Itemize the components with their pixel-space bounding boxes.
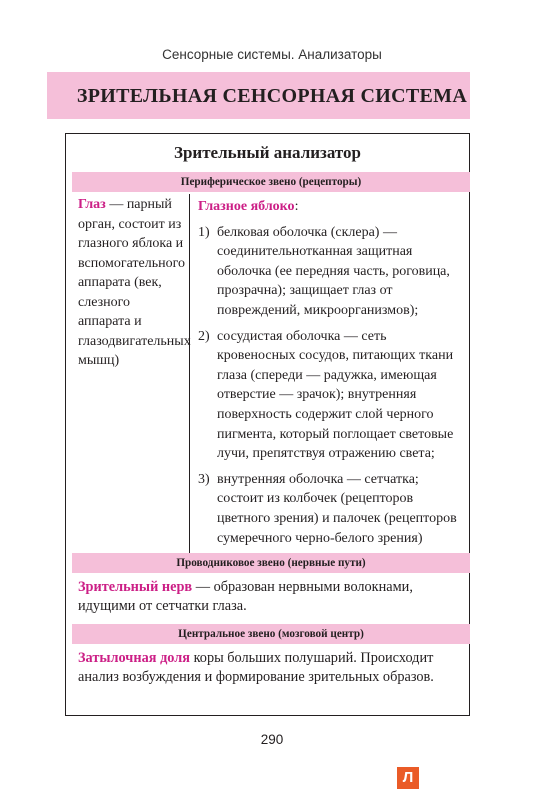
term-eyeball: Глазное яблоко xyxy=(198,199,295,214)
list-item xyxy=(198,223,466,321)
term-eye: Глаз xyxy=(78,197,106,212)
page-title: ЗРИТЕЛЬНАЯ СЕНСОРНАЯ СИСТЕМА xyxy=(76,85,468,107)
eye-definition-text: — парный орган, состоит из глазного яблока и вспомогательного аппарата (век, слезного аппарата и глазодвигательных мышц) xyxy=(78,197,191,368)
item-text: сосудистая оболочка — сеть кровеносных сосудов, питающих ткани глаза (спереди — радужка, имеющая отверстие — зрачок); внутренняя поверхность содержит слой черного пигмента, который поглощает световые лучи, препятствуя отражению света; xyxy=(217,328,454,462)
term-optic-nerve: Зрительный нерв xyxy=(78,579,193,595)
item-number: 2) xyxy=(198,328,210,344)
optic-nerve-description: — образован нервными волокнами, идущими от сетчатки глаза. xyxy=(78,579,413,615)
section-header-peripheral: Периферическое звено (рецепторы) xyxy=(72,172,470,192)
occipital-lobe-text xyxy=(78,649,470,687)
frame-title: Зрительный анализатор xyxy=(173,143,361,162)
section-header-central: Центральное звено (мозговой центр) xyxy=(72,624,470,644)
occipital-lobe-description: коры больших полушарий. Происходит анализ возбуждения и формирование зрительных образов. xyxy=(78,650,434,686)
section-header-conductive: Проводниковое звено (нервные пути) xyxy=(72,553,470,573)
eye-definition xyxy=(78,195,191,371)
optic-nerve-text xyxy=(78,578,470,616)
item-text: белковая оболочка (склера) — соединительнотканная защитная оболочка (ее передняя часть, роговица, прозрачна); защищает глаз от повреждений, микроорганизмов); xyxy=(217,224,450,318)
column-divider xyxy=(189,194,190,553)
eyeball-structure xyxy=(198,197,466,548)
item-number: 3) xyxy=(198,471,210,487)
item-text: внутренняя оболочка — сетчатка; состоит из колбочек (рецепторов цветного зрения) и палочек (рецепторов сумеречного черно-белого зрения) xyxy=(217,471,457,546)
list-item xyxy=(198,327,466,464)
item-number: 1) xyxy=(198,224,210,240)
publisher-logo-icon: Л xyxy=(397,767,419,789)
page-number: 290 xyxy=(260,732,284,747)
term-occipital-lobe: Затылочная доля xyxy=(78,650,191,666)
eyeball-colon: : xyxy=(294,199,299,214)
running-head: Сенсорные системы. Анализаторы xyxy=(162,47,382,62)
list-item xyxy=(198,470,466,548)
